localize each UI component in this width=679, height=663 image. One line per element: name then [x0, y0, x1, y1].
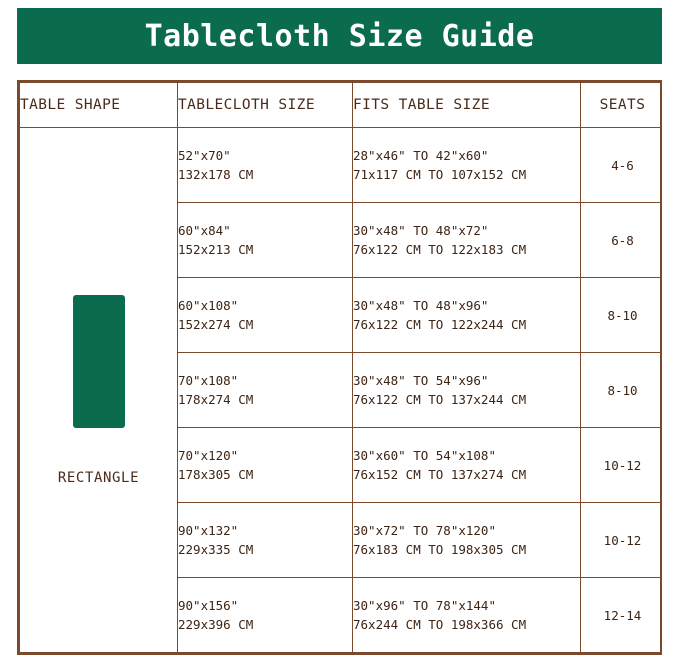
fits-table-size-cell	[353, 578, 581, 653]
size-table-container	[17, 80, 662, 655]
table-row	[20, 128, 663, 203]
size-cm: 132x178 CM	[178, 167, 254, 182]
shape-cell-rectangle	[20, 128, 178, 653]
fits-inches: 30"x60" TO 54"x108"	[353, 447, 496, 463]
tablecloth-size-cell	[178, 353, 353, 428]
seats-cell: 10-12	[581, 428, 663, 503]
column-header-table-shape: TABLE SHAPE	[20, 83, 178, 128]
fits-table-size-cell	[353, 428, 581, 503]
tablecloth-size-cell	[178, 203, 353, 278]
fits-cm: 76x122 CM TO 122x244 CM	[353, 317, 527, 332]
fits-inches: 30"x96" TO 78"x144"	[353, 597, 496, 613]
size-inches: 90"x132"	[178, 522, 239, 538]
fits-table-size-cell	[353, 278, 581, 353]
fits-cm: 76x244 CM TO 198x366 CM	[353, 617, 527, 632]
seats-cell: 6-8	[581, 203, 663, 278]
tablecloth-size-cell	[178, 128, 353, 203]
shape-label: RECTANGLE	[57, 469, 140, 486]
seats-cell: 8-10	[581, 353, 663, 428]
seats-cell: 12-14	[581, 578, 663, 653]
column-header-seats: SEATS	[581, 83, 663, 128]
size-table	[19, 82, 662, 653]
size-inches: 90"x156"	[178, 597, 239, 613]
size-inches: 70"x108"	[178, 372, 239, 388]
page-title-bar	[17, 8, 662, 64]
size-cm: 178x274 CM	[178, 392, 254, 407]
fits-table-size-cell	[353, 353, 581, 428]
tablecloth-size-cell	[178, 278, 353, 353]
size-inches: 60"x84"	[178, 222, 231, 238]
rectangle-shape-icon	[73, 295, 125, 428]
fits-inches: 28"x46" TO 42"x60"	[353, 147, 489, 163]
size-inches: 52"x70"	[178, 147, 231, 163]
table-body	[20, 128, 663, 653]
tablecloth-size-cell	[178, 578, 353, 653]
fits-cm: 76x122 CM TO 122x183 CM	[353, 242, 527, 257]
fits-cm: 71x117 CM TO 107x152 CM	[353, 167, 527, 182]
seats-cell: 8-10	[581, 278, 663, 353]
size-inches: 70"x120"	[178, 447, 239, 463]
seats-cell: 4-6	[581, 128, 663, 203]
size-cm: 152x274 CM	[178, 317, 254, 332]
fits-cm: 76x122 CM TO 137x244 CM	[353, 392, 527, 407]
column-header-tablecloth-size: TABLECLOTH SIZE	[178, 83, 353, 128]
fits-inches: 30"x72" TO 78"x120"	[353, 522, 496, 538]
size-cm: 178x305 CM	[178, 467, 254, 482]
fits-table-size-cell	[353, 128, 581, 203]
seats-cell: 10-12	[581, 503, 663, 578]
table-header	[20, 83, 663, 128]
tablecloth-size-cell	[178, 503, 353, 578]
size-cm: 229x335 CM	[178, 542, 254, 557]
table-header-row	[20, 83, 663, 128]
fits-inches: 30"x48" TO 48"x96"	[353, 297, 489, 313]
fits-table-size-cell	[353, 203, 581, 278]
fits-cm: 76x183 CM TO 198x305 CM	[353, 542, 527, 557]
fits-table-size-cell	[353, 503, 581, 578]
size-inches: 60"x108"	[178, 297, 239, 313]
page-title: Tablecloth Size Guide	[144, 18, 535, 54]
fits-cm: 76x152 CM TO 137x274 CM	[353, 467, 527, 482]
size-cm: 229x396 CM	[178, 617, 254, 632]
fits-inches: 30"x48" TO 54"x96"	[353, 372, 489, 388]
size-cm: 152x213 CM	[178, 242, 254, 257]
column-header-fits-table-size: FITS TABLE SIZE	[353, 83, 581, 128]
fits-inches: 30"x48" TO 48"x72"	[353, 222, 489, 238]
tablecloth-size-cell	[178, 428, 353, 503]
